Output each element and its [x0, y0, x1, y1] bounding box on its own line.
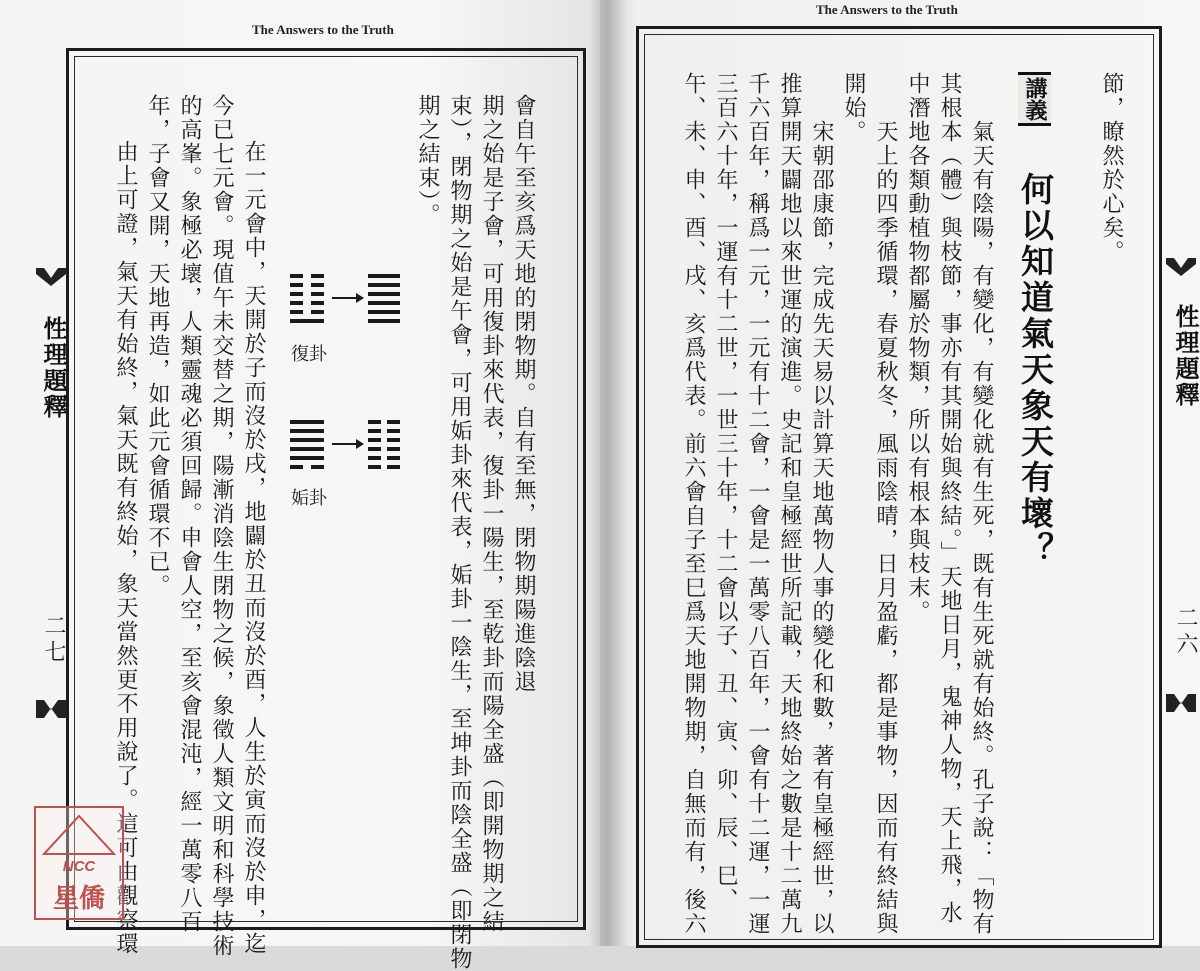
fu-line-6-right — [311, 274, 324, 278]
hexagram-diagram-fu — [290, 274, 400, 338]
stamp-triangle-icon — [36, 812, 122, 858]
fu-line-4-right — [311, 292, 324, 296]
gou-line-2 — [290, 456, 324, 460]
qian-line-2 — [368, 310, 400, 314]
lecture-label: 講義 — [1018, 72, 1051, 126]
gou-line-4 — [290, 438, 324, 442]
page-number-left: 二七 — [41, 614, 66, 666]
gou-hexagram-caption: 姤卦 — [291, 488, 327, 509]
left-column-3: 束），閉物期之始是午會，可用姤卦來代表，姤卦一陰生，至坤卦而陰全盛（即閉物 — [447, 94, 472, 971]
gou-to-kun-diagram — [290, 420, 400, 480]
right-column-3: 氣天有陰陽，有變化，有變化就有生死，既有生死就有始終。孔子說：「物有 — [969, 120, 994, 936]
arrow-head — [356, 439, 364, 449]
right-column-6: 天上的四季循環，春夏秋冬，風雨陰晴，日月盈虧，都是事物，因而有終結與 — [873, 120, 898, 936]
right-column-7: 宋朝邵康節，完成先天易以計算天地萬物人事的變化和數，著有皇極經世，以 — [809, 120, 834, 936]
qian-line-4 — [368, 292, 400, 296]
fu-line-5-left — [290, 283, 303, 287]
side-title-left: 性理題釋 — [39, 316, 67, 420]
gou-line-1-right — [311, 465, 324, 469]
side-mark-bottom-icon — [36, 700, 66, 718]
gou-line-1-left — [290, 465, 303, 469]
left-column-4: 期之結束）。 — [415, 94, 440, 227]
stamp-line-2: 星僑 — [52, 883, 105, 913]
stamp-line-1: NCC — [62, 858, 96, 875]
qian-line-1 — [368, 319, 400, 323]
qian-line-5 — [368, 283, 400, 287]
left-column-7: 的高峯。象極必壞，人類靈魂必須回歸。申會人空，至亥會混沌，經一萬零八百 — [177, 94, 202, 934]
side-mark-top-icon — [36, 268, 66, 286]
fu-line-6-left — [290, 274, 303, 278]
ncc-watermark-stamp — [34, 806, 124, 920]
fu-to-qian-diagram — [290, 274, 400, 334]
left-column-6: 今已七元會。現值午未交替之期，陽漸消陰生閉物之候，象徵人類文明和科學技術 — [209, 94, 234, 958]
right-column-10: 三百六十年，一運有十二世，一世三十年，十二會以子、丑、寅、卯、辰、巳、 — [713, 72, 738, 912]
fu-line-5-right — [311, 283, 324, 287]
fu-line-3-right — [311, 301, 324, 305]
running-head-right: The Answers to the Truth — [816, 2, 958, 17]
side-mark-top-icon — [1166, 258, 1196, 276]
side-title-right: 性理題釋 — [1171, 304, 1199, 408]
qian-line-6 — [368, 274, 400, 278]
book-gutter-shadow — [588, 0, 628, 946]
gou-line-5 — [290, 429, 324, 433]
left-column-5: 在一元會中，天開於子而沒於戌，地闢於丑而沒於酉，人生於寅而沒於申，迄 — [241, 140, 266, 956]
fu-line-4-left — [290, 292, 303, 296]
page-number-right: 二六 — [1173, 606, 1198, 658]
right-column-8: 推算開天闢地以來世運的演進。史記和皇極經世所記載，天地終始之數是十二萬九 — [777, 72, 802, 936]
right-column-9: 千六百年，稱爲一元，一元有十二會，一會是一萬零八百年，一會有十二運，一運 — [745, 72, 770, 936]
side-mark-bottom-icon — [1166, 694, 1196, 712]
right-column-11: 午、未、申、酉、戌、亥爲代表。前六會自子至巳爲天地開物期，自無而有，後六 — [681, 72, 706, 936]
left-column-1: 會自午至亥爲天地的閉物期。自有至無，閉物期陽進陰退 — [511, 94, 536, 694]
right-column-5: 中潛地各類動植物都屬於物類，所以有根本與枝末。 — [905, 72, 930, 624]
hexagram-diagram-gou — [290, 420, 400, 484]
fu-line-2-right — [311, 310, 324, 314]
left-column-8: 年，子會又開，天地再造，如此元會循環不已。 — [145, 94, 170, 598]
left-column-9: 由上可證，氣天有始終，氣天既有終始，象天當然更不用說了。這可由觀察環 — [113, 140, 138, 956]
section-heading: 何以知道氣天象天有壞？ — [1016, 172, 1055, 568]
right-column-1: 節，瞭然於心矣。 — [1099, 72, 1124, 264]
left-column-2: 期之始是子會，可用復卦來代表，復卦一陽生，至乾卦而陽全盛（即開物期之結 — [479, 94, 504, 934]
fu-line-2-left — [290, 310, 303, 314]
fu-line-3-left — [290, 301, 303, 305]
fu-line-1 — [290, 319, 324, 323]
arrow-head — [356, 293, 364, 303]
right-page — [600, 0, 1200, 946]
fu-hexagram-caption: 復卦 — [291, 344, 327, 365]
running-head-left: The Answers to the Truth — [252, 22, 394, 37]
gou-line-6 — [290, 420, 324, 424]
right-column-2: 開始。 — [841, 72, 866, 144]
right-column-4: 其根本（體）與枝節，事亦有其開始與終結。」天地日月，鬼神人物，天上飛，水 — [937, 72, 962, 925]
gou-line-3 — [290, 447, 324, 451]
qian-line-3 — [368, 301, 400, 305]
